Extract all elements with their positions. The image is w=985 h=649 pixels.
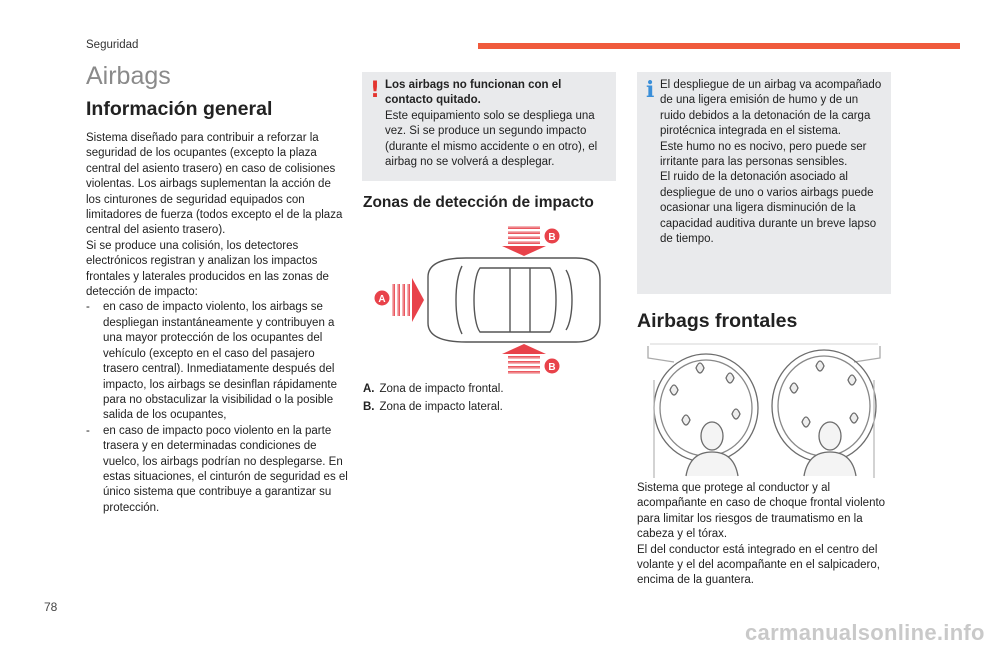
info-line: Este humo no es nocivo, pero puede ser irritante para las personas sensibles. — [660, 140, 867, 169]
marker-label: A — [378, 294, 386, 305]
general-heading: Información general — [86, 98, 273, 120]
header-accent-bar — [478, 43, 960, 49]
general-detection: Si se produce una colisión, los detectores electrónicos registran y analizan los impactos frontales y laterales producidos en las zonas de detección de impacto: — [86, 239, 329, 299]
warning-bold: Los airbags no funcionan con el contacto quitado. — [385, 79, 562, 107]
section-label: Seguridad — [86, 39, 139, 51]
list-item — [86, 424, 348, 516]
general-body — [86, 131, 348, 516]
marker-label: B — [548, 232, 556, 243]
zones-heading: Zonas de detección de impacto — [363, 194, 594, 211]
impact-zones-diagram — [370, 222, 610, 378]
warning-text — [385, 78, 610, 170]
car-outline — [428, 258, 600, 342]
frontal-airbags-illustration — [644, 340, 884, 478]
page-title: Airbags — [86, 62, 171, 90]
warning-body: Este equipamiento solo se despliega una vez. Si se produce un segundo impacto (durante el mismo accidente o en otro), el airbag no se volverá a desplegar. — [385, 109, 598, 169]
marker-label: B — [548, 362, 556, 373]
frontal-line: El del conductor está integrado en el centro del volante y el del acompañante en el salpicadero, encima de la guantera. — [637, 543, 880, 587]
frontal-line: Sistema que protege al conductor y al acompañante en caso de choque frontal violento para limitar los riesgos de traumatismo en la cabeza y el tórax. — [637, 482, 886, 541]
info-line: El ruido de la detonación asociado al despliegue de uno o varios airbags puede ocasionar una ligera disminución de la capacidad auditiva durante un breve lapso de tiempo. — [660, 171, 877, 246]
frontal-impact-arrow — [392, 278, 424, 322]
warning-box — [362, 72, 616, 181]
general-intro: Sistema diseñado para contribuir a reforzar la seguridad de los ocupantes (excepto la plaza central del asiento trasero) en caso de colisiones violentas. Los airbags suplementan la acción de los cinturones de seguridad equipados con limitadores de fuerza (todos excepto el de la plaza central del asiento trasero). — [86, 132, 343, 237]
legend-item-a — [363, 383, 504, 395]
dash-bullet: - — [86, 424, 90, 437]
legend-key: A. — [363, 383, 375, 395]
info-text — [660, 78, 885, 247]
warning-icon: ! — [370, 78, 381, 103]
legend-key: B. — [363, 401, 375, 413]
marker-b-bottom — [545, 359, 560, 374]
legend-item-b — [363, 401, 503, 413]
info-box — [637, 72, 891, 294]
marker-b-top — [545, 229, 560, 244]
frontal-body — [637, 481, 895, 589]
dash-bullet: - — [86, 301, 90, 314]
list-item — [86, 300, 348, 423]
page-number: 78 — [44, 600, 58, 614]
frontal-heading: Airbags frontales — [637, 310, 798, 332]
watermark: carmanualsonline.info — [745, 620, 985, 645]
list-item-text: en caso de impacto violento, los airbags se despliegan instantáneamente y contribuyen a una mayor protección de los ocupantes del vehículo (excepto en el caso del pasajero trasero central). Inmediatamente después del impacto, los airbags se desinflan rápidamente para no obstaculizar la visibilidad o la posible salida de los ocupantes, — [103, 301, 337, 422]
marker-a — [375, 291, 390, 306]
legend-text: Zona de impacto frontal. — [379, 383, 504, 395]
side-impact-arrow-bottom — [502, 344, 546, 374]
list-item-text: en caso de impacto poco violento en la parte trasera y en determinadas condiciones de vuelco, los airbags podrían no desplegarse. En estas situaciones, el cinturón de seguridad es el único sistema que contribuye a garantizar su protección. — [103, 424, 348, 514]
info-icon: i — [646, 77, 655, 103]
legend-text: Zona de impacto lateral. — [379, 401, 503, 413]
info-line: El despliegue de un airbag va acompañado de una ligera emisión de humo y de un ruido debidos a la detonación de la carga pirotécnica integrada en el sistema. — [660, 79, 882, 138]
side-impact-arrow-top — [502, 226, 546, 256]
